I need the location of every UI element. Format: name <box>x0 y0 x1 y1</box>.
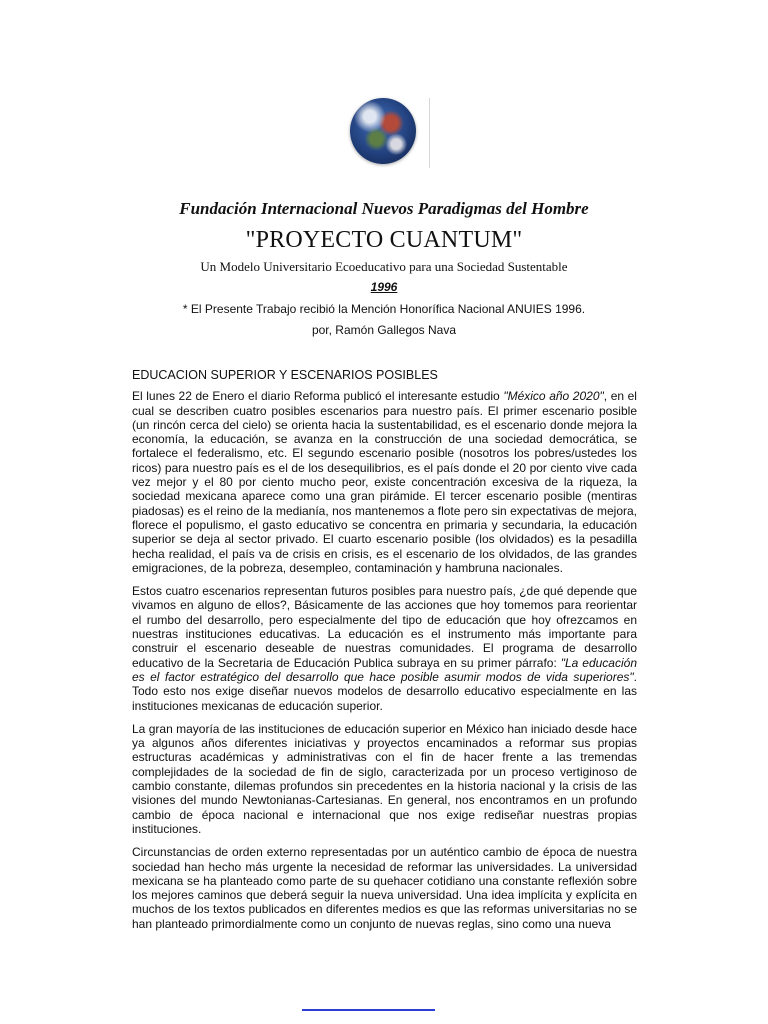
paragraph-1-text: El lunes 22 de Enero el diario Reforma publicó el interesante estudio <box>132 389 504 404</box>
paragraph-2-quote: "La educación es el factor estratégico del desarrollo que hace posible asumir modos de vida superiores" <box>132 655 637 684</box>
paragraph-2 <box>132 584 637 713</box>
footer-link-underline[interactable] <box>302 1009 435 1011</box>
paragraph-4-text: Circunstancias de orden externo representadas por un auténtico cambio de época de nuestra sociedad han hecho más urgente la necesidad de reformar las universidades. La universidad mexicana se ha planteado como parte de su quehacer cotidiano una constante reflexión sobre los mejores caminos que deberá seguir la nueva universidad. Una idea implícita y explícita en muchos de los textos publicados en diferentes medios es que las reformas universitarias no se han planteado primordialmente como un conjunto de nuevas reglas, sino como una nueva <box>132 845 637 931</box>
paragraph-4 <box>132 845 637 931</box>
project-year: 1996 <box>370 280 398 294</box>
paragraph-3 <box>132 722 637 836</box>
section-heading: EDUCACION SUPERIOR Y ESCENARIOS POSIBLES <box>132 368 438 382</box>
paragraph-2-text: Estos cuatro escenarios representan futuros posibles para nuestro país, ¿de qué depende que vivamos en alguno de ellos?, Básicamente de las acciones que hoy tomemos para reorientar el rumbo del desarrollo, pero especialmente del tipo de educación que hoy ofrezcamos en nuestras instituciones educativas. La educación es el instrumento más importante para construir el escenario deseable de nuestras comunidades. El programa de desarrollo educativo de la Secretaria de Educación Publica subraya en su primer párrafo: <box>132 584 637 670</box>
paragraph-1-quote: "México año 2020" <box>503 389 604 404</box>
award-mention: * El Presente Trabajo recibió la Mención Honorífica Nacional ANUIES 1996. <box>182 302 586 316</box>
paragraph-2-text-end: . Todo esto nos exige diseñar nuevos modelos de desarrollo educativo especialmente en las instituciones mexicanas de educación superior. <box>132 669 637 713</box>
paragraph-1 <box>132 389 637 575</box>
organization-name: Fundación Internacional Nuevos Paradigmas del Hombre <box>179 199 589 218</box>
author-line: por, Ramón Gallegos Nava <box>311 323 457 337</box>
earth-globe-icon <box>350 98 418 170</box>
paragraph-3-text: La gran mayoría de las instituciones de educación superior en México han iniciado desde hace ya algunos años diferentes iniciativas y proyectos encaminados a reformar sus propias estructuras académicas y administrativas con el fin de hacer frente a las tremendas complejidades de la sociedad de fin de siglo, caracterizada por un proceso vertiginoso de cambio constante, dilemas profundos sin precedentes en la historia nacional y la crisis de las visiones del mundo Newtonianas-Cartesianas. En general, nos encontramos en un profundo cambio de época nacional e internacional que nos exige rediseñar nuestras propias instituciones. <box>132 721 637 836</box>
document-body <box>132 368 637 940</box>
project-title: "PROYECTO CUANTUM" <box>245 227 523 253</box>
project-subtitle: Un Modelo Universitario Ecoeducativo para una Sociedad Sustentable <box>200 259 568 274</box>
header-divider <box>429 98 430 168</box>
paragraph-1-text-end: , en el cual se describen cuatro posibles escenarios para nuestro país. El primer escenario posible (un rincón cerca del cielo) se orienta hacia la sustentabilidad, es el escenario donde mejora la economía, la educación, se avanza en la construcción de una sociedad democrática, se fortalece el federalismo, etc. El segundo escenario posible (nosotros los pobres/ustedes los ricos) para nuestro país es el de los desequilibrios, es el país donde el 20 por ciento vive cada vez mejor y el 80 por ciento mucho peor, existe concentración excesiva de la riqueza, la sociedad mexicana aparece como una gran pirámide. El tercer escenario posible (mentiras piadosas) es el reino de la medianía, nos mantenemos a flote pero sin expectativas de mejora, florece el populismo, el gasto educativo se concentra en primaria y secundaria, la educación superior se deja al sector privado. El cuarto escenario posible (los olvidados) es la pesadilla hecha realidad, el país va de crisis en crisis, es el escenario de los olvidados, de las grandes emigraciones, de la pobreza, desempleo, contaminación y hambruna nacionales. <box>132 389 637 575</box>
